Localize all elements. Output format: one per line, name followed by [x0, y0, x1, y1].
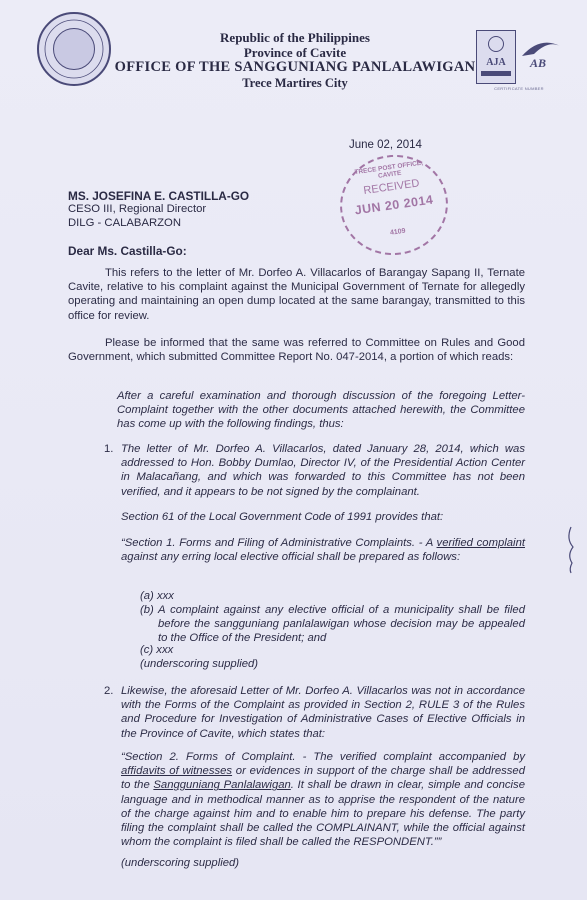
stamp-office: TRECE POST OFFICE, CAVITE: [354, 159, 424, 180]
recipient-office: DILG - CALABARZON: [68, 217, 181, 229]
sub-item-a: (a) xxx: [140, 590, 174, 602]
accreditation-logo-icon: [518, 32, 562, 78]
header-province: Province of Cavite: [243, 45, 347, 60]
section-2-part-a: “Section 2. Forms of Complaint. - The verified complaint accompanied by: [121, 751, 525, 763]
swoosh-icon: [518, 32, 562, 78]
certification-badge-icon: [476, 30, 516, 84]
section-2-part-b: or evidences in support of the charge shall be addressed to the: [121, 765, 525, 792]
section-1-part-a: “Section 1. Forms and Filing of Administrative Complaints. - A: [121, 537, 437, 549]
cert-aja-text: AJA: [486, 57, 506, 68]
stamp-number: 4109: [389, 227, 407, 237]
item-2-text: Likewise, the aforesaid Letter of Mr. Dorfeo A. Villacarlos was not in accordance with the Forms of the Complaint as provided in Section 2, RULE 3 of the Rules and Procedure for Investigation of Administrative Cases of Elective Officials in the Province of Cavite, which states that:: [121, 685, 525, 740]
header-office: OFFICE OF THE SANGGUNIANG PANLALAWIGAN: [114, 59, 476, 75]
stamp-received: RECEIVED: [362, 177, 421, 198]
letter-date: June 02, 2014: [349, 139, 422, 151]
header-republic: Republic of the Philippines: [220, 30, 370, 45]
header-city: Trece Martires City: [242, 76, 348, 90]
quote-intro: After a careful examination and thorough discussion of the foregoing Letter-Complaint together with the other documents attached herewith, the Committee has come up with the following findings, thus:: [117, 390, 525, 431]
margin-initials-icon: [562, 525, 580, 575]
sub-item-b-label: (b): [140, 604, 154, 616]
cert-caption: CERTIFICATE NUMBER: [494, 86, 544, 91]
section-1-underlined: verified complaint: [436, 537, 525, 549]
paragraph-2: Please be informed that the same was referred to Committee on Rules and Good Government, which submitted Committee Report No. 047-2014, a portion of which reads:: [68, 337, 525, 364]
section-2-part-c: . It shall be drawn in clear, simple and concise language and in methodical manner as to apprise the respondent of the nature of the charge against him and to enable him to prepare his defense. The party filing the complaint shall be called the COMPLAINANT, while the official against whom the complaint is filed shall be called the RESPONDENT.””: [121, 779, 525, 849]
received-stamp: [334, 148, 455, 262]
section-1-part-b: against any erring local elective official shall be prepared as follows:: [121, 551, 461, 564]
underscoring-note-2: (underscoring supplied): [121, 857, 240, 869]
underscoring-note-1: (underscoring supplied): [140, 658, 259, 670]
section-61-text: Section 61 of the Local Government Code of 1991 provides that:: [121, 511, 444, 523]
seal-emblem-icon: [53, 28, 95, 70]
sub-item-b-text: A complaint against any elective official of a municipality shall be filed before the sangguniang panlalawigan whose decision may be appealed to the Office of the President; and: [158, 604, 525, 645]
provincial-seal-icon: [37, 12, 111, 86]
section-1-quote: [121, 536, 525, 564]
item-2-number: 2.: [104, 685, 114, 697]
salutation: Dear Ms. Castilla-Go:: [68, 244, 187, 258]
section-2-underlined-2: Sangguniang Panlalawigan: [153, 779, 291, 792]
paragraph-1: This refers to the letter of Mr. Dorfeo A. Villacarlos of Barangay Sapang II, Ternate Cavite, relative to his complaint against the Municipal Government of Ternate for allegedly operating and maintaining an open dump located at the same barangay, transmitted to this office for review.: [68, 267, 525, 322]
item-1-number: 1.: [104, 443, 114, 455]
cert-bar: [481, 71, 511, 76]
item-1-text: The letter of Mr. Dorfeo A. Villacarlos, dated January 28, 2014, which was addressed to Hon. Bobby Dumlao, Director IV, of the Presidential Action Center in Malacañang, and which was forwarded to this Committee has not been verified, and it appears to be not signed by the complainant.: [121, 443, 525, 498]
cert-ab-text: AB: [530, 56, 547, 70]
globe-icon: [488, 36, 504, 52]
stamp-date: JUN 20 2014: [353, 192, 435, 218]
recipient-title: CESO III, Regional Director: [68, 203, 207, 215]
sub-item-c: (c) xxx: [140, 644, 174, 656]
section-2-quote: [121, 750, 525, 849]
recipient-name: MS. JOSEFINA E. CASTILLA-GO: [68, 189, 250, 203]
section-2-underlined-1: affidavits of witnesses: [121, 765, 233, 778]
